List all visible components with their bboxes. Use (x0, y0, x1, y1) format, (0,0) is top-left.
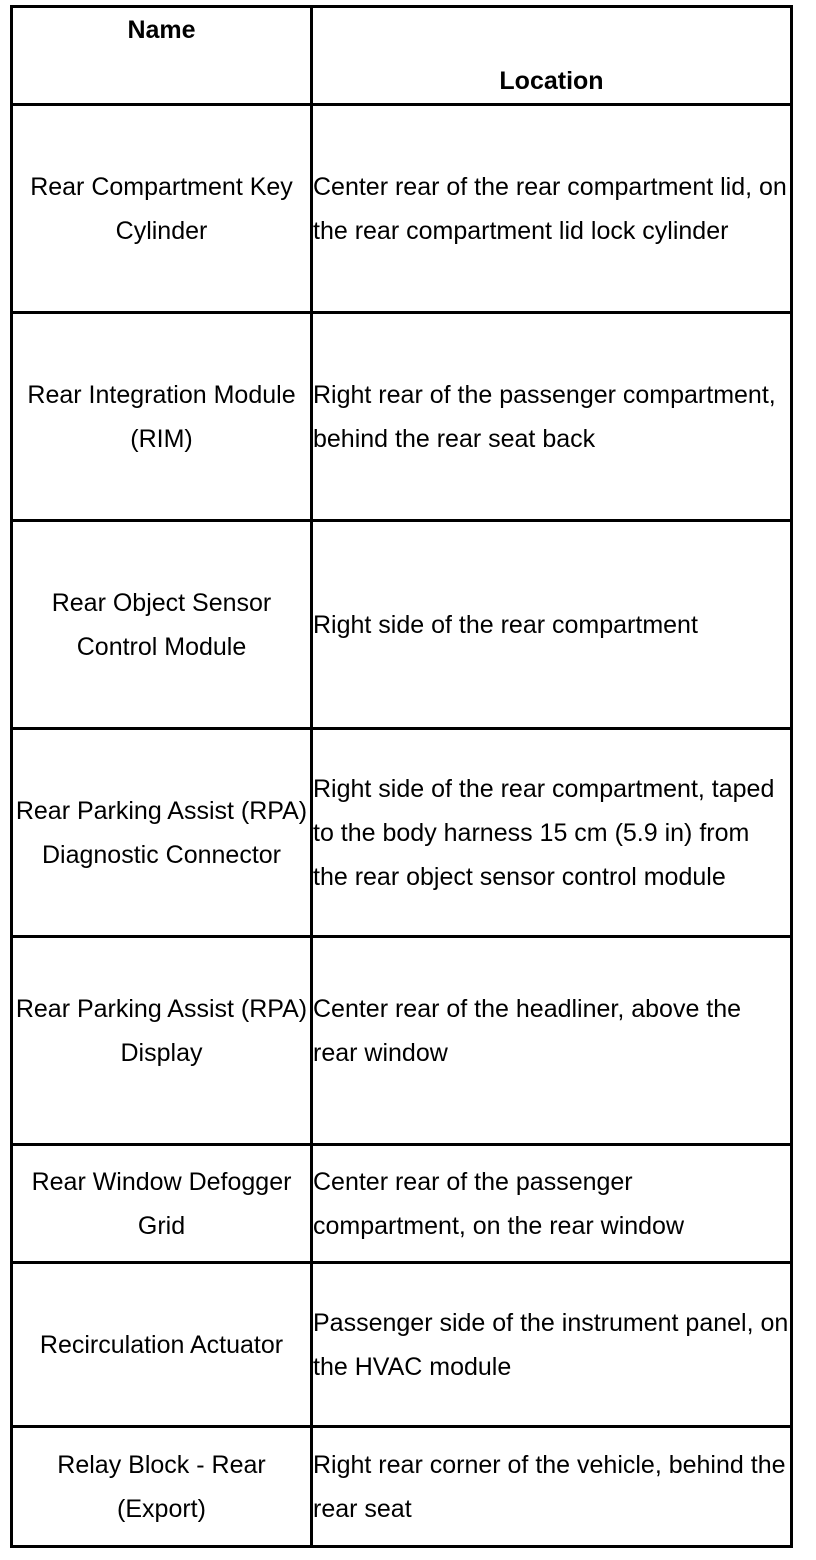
component-name: Recirculation Actuator (12, 1263, 312, 1427)
component-location: Center rear of the passenger compartment, on the rear window (312, 1145, 792, 1263)
component-location: Center rear of the headliner, above the rear window (312, 937, 792, 1145)
table-row (12, 313, 792, 521)
component-location: Center rear of the rear compartment lid, on the rear compartment lid lock cylinder (312, 105, 792, 313)
component-location: Right rear of the passenger compartment, behind the rear seat back (312, 313, 792, 521)
table-row (12, 937, 792, 1145)
table-row (12, 105, 792, 313)
table-row (12, 1427, 792, 1547)
header-row (12, 7, 792, 105)
table-row (12, 1263, 792, 1427)
component-location: Right side of the rear compartment (312, 521, 792, 729)
component-name: Rear Parking Assist (RPA) Display (12, 937, 312, 1145)
component-name: Rear Window Defogger Grid (12, 1145, 312, 1263)
table-row (12, 1145, 792, 1263)
table-row (12, 729, 792, 937)
component-name: Rear Parking Assist (RPA) Diagnostic Connector (12, 729, 312, 937)
column-header-name: Name (12, 7, 312, 105)
table-row (12, 521, 792, 729)
component-name: Rear Object Sensor Control Module (12, 521, 312, 729)
component-name: Rear Integration Module (RIM) (12, 313, 312, 521)
component-name: Relay Block - Rear (Export) (12, 1427, 312, 1547)
component-location: Right side of the rear compartment, taped to the body harness 15 cm (5.9 in) from the rear object sensor control module (312, 729, 792, 937)
component-location: Passenger side of the instrument panel, on the HVAC module (312, 1263, 792, 1427)
component-name: Rear Compartment Key Cylinder (12, 105, 312, 313)
component-location: Right rear corner of the vehicle, behind the rear seat (312, 1427, 792, 1547)
component-location-table (10, 5, 793, 1548)
column-header-location: Location (312, 7, 792, 105)
